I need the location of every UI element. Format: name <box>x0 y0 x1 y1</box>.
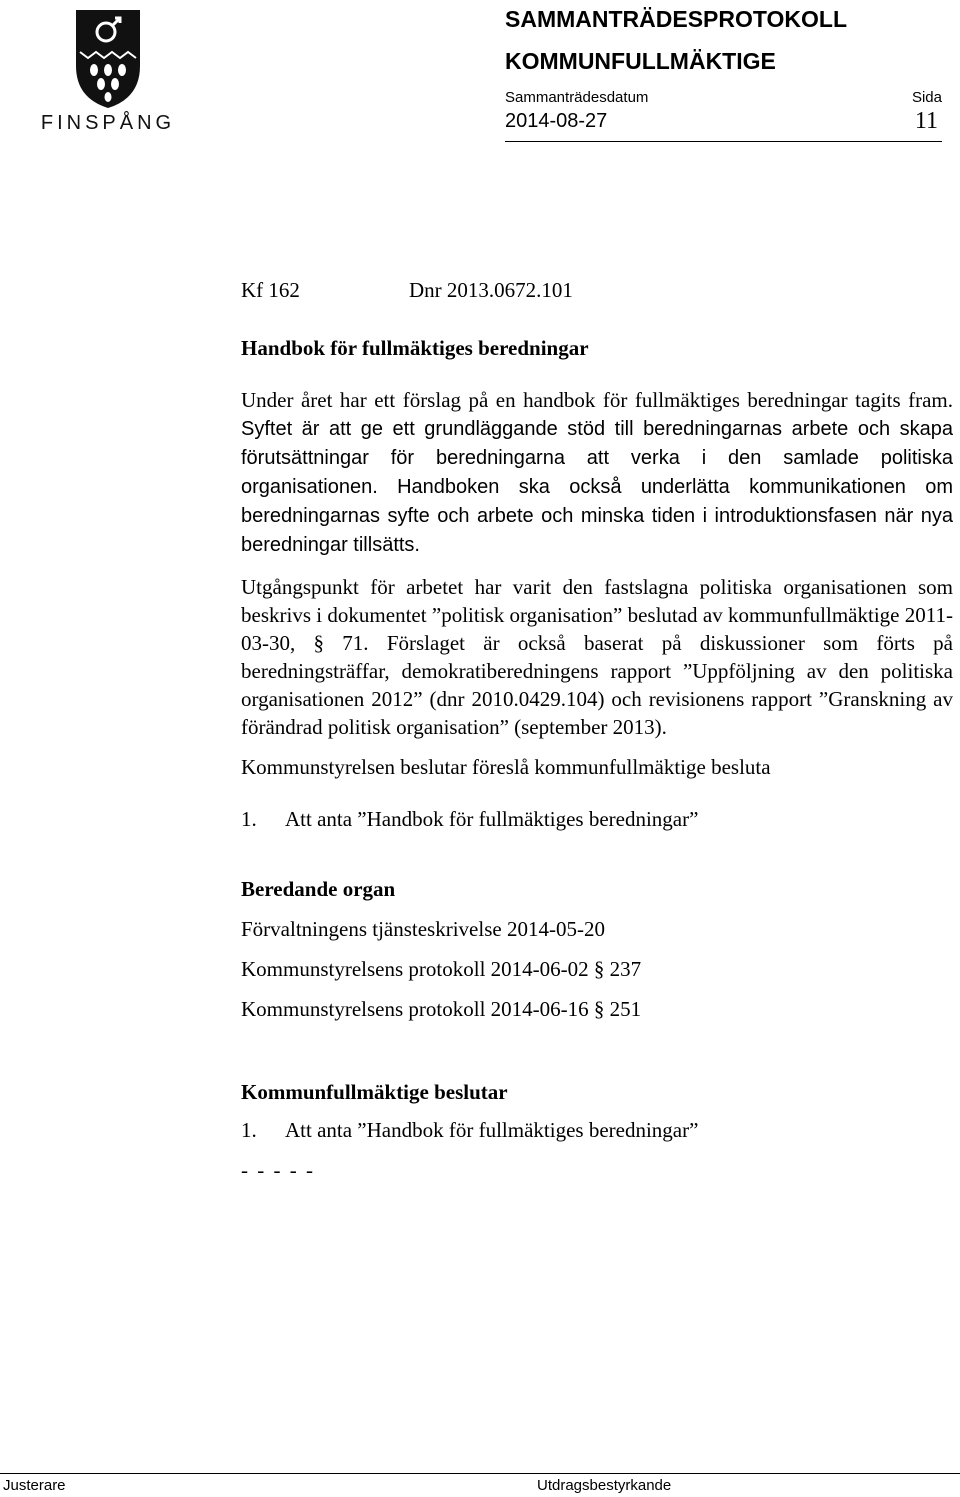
page-label: Sida <box>911 89 942 106</box>
body-name: KOMMUNFULLMÄKTIGE <box>505 48 776 74</box>
protocol-body <box>241 276 953 1184</box>
meeting-date: 2014-08-27 <box>505 110 608 132</box>
list-number: 1. <box>241 1118 257 1142</box>
preparing-item: Kommunstyrelsens protokoll 2014-06-02 § 237 <box>241 957 642 981</box>
preparing-item: Förvaltningens tjänsteskrivelse 2014-05-20 <box>241 917 605 941</box>
case-heading: Handbok för fullmäktiges beredningar <box>241 336 589 360</box>
document-type-title: SAMMANTRÄDESPROTOKOLL <box>505 6 848 32</box>
end-marker: - - - - - <box>241 1158 315 1182</box>
basis-paragraph: Utgångspunkt för arbetet har varit den fastslagna politiska organisationen som beskrivs i dokumentet ”politisk organisation” beslutad av kommunfullmäktige 2011-03-30, § 71. Förslaget är också baserat på diskussioner som förts på beredningsträffar, demokratiberedningens rapport ”Uppföljning av den politiska organisationen 2012” (dnr 2010.0429.104) och revisionens rapport ”Granskning av förändrad politisk organisation” (september 2013). <box>241 575 953 739</box>
preparing-item: Kommunstyrelsens protokoll 2014-06-16 § 251 <box>241 997 642 1021</box>
footer-divider <box>0 1473 960 1474</box>
footer-adjuster-label: Justerare <box>3 1477 66 1494</box>
registry-number: Dnr 2013.0672.101 <box>409 278 573 302</box>
header-divider <box>505 141 942 142</box>
list-text: Att anta ”Handbok för fullmäktiges beredningar” <box>285 1118 699 1142</box>
meeting-date-label: Sammanträdesdatum <box>505 89 649 106</box>
logo-wordmark: FINSPÅNG <box>40 112 176 134</box>
proposal-item <box>241 805 953 833</box>
case-reference <box>241 276 953 306</box>
intro-serif-text: Under året har ett förslag på en handbok för fullmäktiges beredningar tagits fram. <box>241 388 953 412</box>
finspang-logo <box>36 8 180 132</box>
coat-of-arms-icon <box>36 8 180 112</box>
decision-item <box>241 1116 953 1144</box>
paragraph-number: Kf 162 <box>241 278 300 302</box>
footer-certification-label: Utdragsbestyrkande <box>537 1477 672 1494</box>
list-number: 1. <box>241 807 257 831</box>
intro-sans-text: Syftet är att ge ett grundläggande stöd till beredningarnas arbete och skapa förutsättningar för beredningarna att verka i den samlade politiska organisationen. Handboken ska också underlätta kommunikationen om beredningarnas syfte och arbete och minska tiden i introduktionsfasen när nya beredningar tillsätts. <box>241 418 953 556</box>
page-number: 11 <box>914 108 938 134</box>
proposal-intro: Kommunstyrelsen beslutar föreslå kommunfullmäktige besluta <box>241 755 771 779</box>
list-text: Att anta ”Handbok för fullmäktiges beredningar” <box>285 807 699 831</box>
preparing-heading: Beredande organ <box>241 877 396 901</box>
intro-paragraph <box>241 386 953 559</box>
decision-heading: Kommunfullmäktige beslutar <box>241 1080 508 1104</box>
